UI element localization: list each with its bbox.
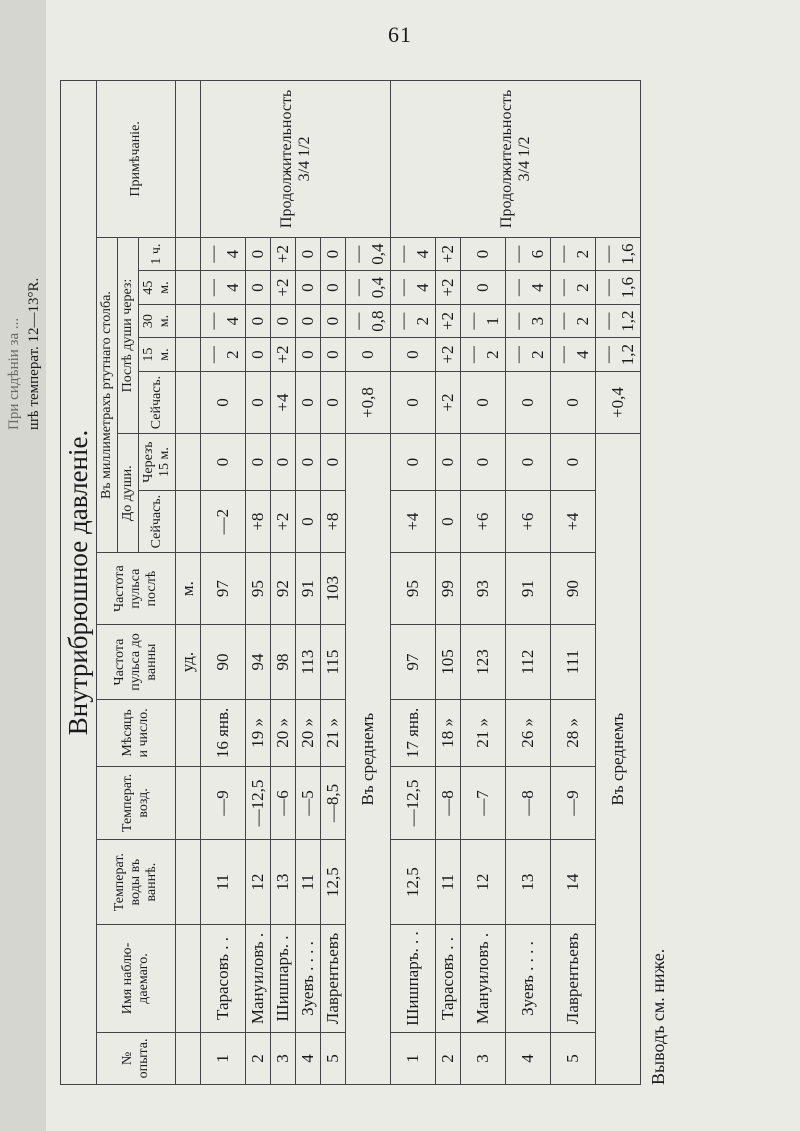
cell-a60: +2 [271, 237, 296, 271]
cell-a30: —1 [461, 304, 506, 338]
average-a45: —0,4 [346, 271, 391, 305]
cell-a15: 0 [321, 338, 346, 372]
cell-a45: —4 [201, 271, 246, 305]
cell-date: 19 » [246, 700, 271, 767]
cell-a0: +2 [436, 371, 461, 433]
cell-a60: 0 [321, 237, 346, 271]
cell-tw: 11 [436, 840, 461, 925]
col-name: Имя наблюдаемаго. [97, 925, 176, 1033]
cell-p2: 95 [391, 553, 436, 625]
cell-p2: 91 [506, 553, 551, 625]
cell-a15: 0 [246, 338, 271, 372]
col-before-15: Черезъ 15 м. [139, 434, 176, 491]
binding-margin [0, 0, 46, 1131]
cell-b15: 0 [551, 434, 596, 491]
cell-a0: 0 [551, 371, 596, 433]
col-after-60: 1 ч. [139, 237, 176, 271]
cell-b15: 0 [436, 434, 461, 491]
cell-tw: 11 [201, 840, 246, 925]
cell-p1: 98 [271, 624, 296, 699]
col-before-now: Сейчасъ. [139, 490, 176, 552]
average-a30: —1,2 [596, 304, 641, 338]
cell-ta: —7 [461, 766, 506, 840]
footer-note: Выводъ см. ниже. [648, 948, 668, 1085]
cell-name: Лаврентьевъ [321, 925, 346, 1033]
cell-p2: 93 [461, 553, 506, 625]
cell-a60: 0 [296, 237, 321, 271]
col-after-now: Сейчасъ. [139, 371, 176, 433]
cell-p1: 123 [461, 624, 506, 699]
cell-a60: —2 [551, 237, 596, 271]
cell-b15: 0 [461, 434, 506, 491]
unit-label: м. [176, 553, 201, 625]
cell-b0: 0 [296, 490, 321, 552]
cell-a60: —4 [201, 237, 246, 271]
cell-num: 4 [296, 1032, 321, 1084]
cell-p2: 95 [246, 553, 271, 625]
cell-a30: —3 [506, 304, 551, 338]
cell-a45: +2 [271, 271, 296, 305]
cell-date: 21 » [321, 700, 346, 767]
col-after-45: 45 м. [139, 271, 176, 305]
cell-name: Зуевъ . . . . [296, 925, 321, 1033]
cell-a30: 0 [246, 304, 271, 338]
rotated-table-sheet [60, 80, 760, 1085]
cell-tw: 13 [271, 840, 296, 925]
cell-num: 3 [271, 1032, 296, 1084]
cell-b0: +8 [246, 490, 271, 552]
cell-ta: —8,5 [321, 766, 346, 840]
average-a60: —0,4 [346, 237, 391, 271]
cell-a45: —2 [551, 271, 596, 305]
group-mm-header: Въ миллиметрахъ ртутнаго столба. [97, 237, 118, 553]
cell-name: Шишпаръ. . . [391, 925, 436, 1033]
average-a30: —0,8 [346, 304, 391, 338]
cell-a45: 0 [296, 271, 321, 305]
margin-fragment: При сидѣніи за ... [6, 317, 22, 430]
cell-num: 4 [506, 1032, 551, 1084]
average-a60: —1,6 [596, 237, 641, 271]
col-num: № опыта. [97, 1032, 176, 1084]
average-a0: +0,8 [346, 371, 391, 433]
cell-a0: +4 [271, 371, 296, 433]
cell-name: Шишпаръ. . [271, 925, 296, 1033]
col-date: Мѣсяцъ и число. [97, 700, 176, 767]
cell-a15: —4 [551, 338, 596, 372]
table-title: Внутрибрюшное давленіе. [61, 81, 97, 1085]
cell-b0: —2 [201, 490, 246, 552]
cell-b15: 0 [246, 434, 271, 491]
cell-a60: 0 [461, 237, 506, 271]
cell-a15: +2 [436, 338, 461, 372]
cell-a0: 0 [246, 371, 271, 433]
table-row [391, 81, 436, 1085]
cell-a0: 0 [461, 371, 506, 433]
cell-a30: +2 [436, 304, 461, 338]
cell-date: 20 » [271, 700, 296, 767]
cell-date: 28 » [551, 700, 596, 767]
cell-ta: —9 [551, 766, 596, 840]
cell-p2: 99 [436, 553, 461, 625]
average-a15: 0 [346, 338, 391, 372]
cell-b15: 0 [321, 434, 346, 491]
cell-tw: 12 [461, 840, 506, 925]
unit-label: уд. [176, 624, 201, 699]
cell-tw: 12,5 [321, 840, 346, 925]
cell-b0: +6 [461, 490, 506, 552]
cell-b15: 0 [271, 434, 296, 491]
col-after-15: 15 м. [139, 338, 176, 372]
cell-a0: 0 [201, 371, 246, 433]
cell-a60: —4 [391, 237, 436, 271]
cell-num: 2 [436, 1032, 461, 1084]
cell-a60: —6 [506, 237, 551, 271]
cell-name: Тарасовъ . . [201, 925, 246, 1033]
cell-date: 17 янв. [391, 700, 436, 767]
col-temp-air: Температ. возд. [97, 766, 176, 840]
cell-name: Тарасовъ . . [436, 925, 461, 1033]
cell-b15: 0 [201, 434, 246, 491]
cell-date: 20 » [296, 700, 321, 767]
cell-p1: 105 [436, 624, 461, 699]
average-label: Въ среднемъ [346, 434, 391, 1085]
cell-a30: —2 [391, 304, 436, 338]
cell-ta: —5 [296, 766, 321, 840]
average-a45: —1,6 [596, 271, 641, 305]
cell-name: Мануиловъ . [246, 925, 271, 1033]
cell-name: Лаврентьевъ [551, 925, 596, 1033]
cell-b0: +4 [551, 490, 596, 552]
cell-name: Зуевъ . . . . [506, 925, 551, 1033]
cell-a45: —4 [391, 271, 436, 305]
average-a0: +0,4 [596, 371, 641, 433]
cell-date: 26 » [506, 700, 551, 767]
cell-num: 3 [461, 1032, 506, 1084]
cell-ta: —8 [506, 766, 551, 840]
cell-b15: 0 [391, 434, 436, 491]
note-cell: Продолжительность 3/4 1/2 [201, 81, 391, 238]
cell-a45: 0 [461, 271, 506, 305]
cell-a30: 0 [271, 304, 296, 338]
cell-b15: 0 [506, 434, 551, 491]
pressure-table [60, 80, 641, 1085]
cell-b15: 0 [296, 434, 321, 491]
cell-ta: —12,5 [246, 766, 271, 840]
cell-b0: +8 [321, 490, 346, 552]
cell-p1: 97 [391, 624, 436, 699]
cell-p1: 94 [246, 624, 271, 699]
cell-b0: 0 [436, 490, 461, 552]
page-number: 61 [388, 22, 412, 47]
cell-num: 2 [246, 1032, 271, 1084]
unit-row [176, 81, 201, 1085]
cell-ta: —12,5 [391, 766, 436, 840]
cell-a15: +2 [271, 338, 296, 372]
cell-num: 5 [321, 1032, 346, 1084]
cell-tw: 13 [506, 840, 551, 925]
cell-b0: +4 [391, 490, 436, 552]
cell-p1: 115 [321, 624, 346, 699]
cell-a15: —2 [461, 338, 506, 372]
average-a15: —1,2 [596, 338, 641, 372]
cell-a0: 0 [506, 371, 551, 433]
cell-p2: 97 [201, 553, 246, 625]
cell-a15: —2 [506, 338, 551, 372]
cell-p1: 111 [551, 624, 596, 699]
cell-a30: 0 [321, 304, 346, 338]
cell-p1: 112 [506, 624, 551, 699]
cell-p1: 113 [296, 624, 321, 699]
col-pulse-bath: Частота пульса до ванны [97, 624, 176, 699]
cell-a45: +2 [436, 271, 461, 305]
cell-a45: —4 [506, 271, 551, 305]
cell-date: 21 » [461, 700, 506, 767]
cell-tw: 11 [296, 840, 321, 925]
cell-a0: 0 [296, 371, 321, 433]
cell-tw: 14 [551, 840, 596, 925]
cell-tw: 12,5 [391, 840, 436, 925]
cell-a0: 0 [321, 371, 346, 433]
cell-a0: 0 [391, 371, 436, 433]
cell-a15: —2 [201, 338, 246, 372]
cell-b0: +6 [506, 490, 551, 552]
cell-num: 1 [391, 1032, 436, 1084]
group-after-header: Послѣ души через: [118, 237, 139, 433]
cell-name: Мануиловъ . [461, 925, 506, 1033]
cell-p2: 91 [296, 553, 321, 625]
cell-p2: 92 [271, 553, 296, 625]
group-before-header: До души. [118, 434, 139, 553]
cell-p1: 90 [201, 624, 246, 699]
note-cell: Продолжительность 3/4 1/2 [391, 81, 641, 238]
cell-a30: —4 [201, 304, 246, 338]
cell-num: 5 [551, 1032, 596, 1084]
col-pulse-after: Частота пульса послѣ [97, 553, 176, 625]
table-row [201, 81, 246, 1085]
cell-a45: 0 [246, 271, 271, 305]
cell-a30: —2 [551, 304, 596, 338]
cell-ta: —6 [271, 766, 296, 840]
cell-a15: 0 [296, 338, 321, 372]
col-temp-water: Температ. воды въ ваннѣ. [97, 840, 176, 925]
cell-tw: 12 [246, 840, 271, 925]
cell-ta: —8 [436, 766, 461, 840]
cell-ta: —9 [201, 766, 246, 840]
cell-p2: 103 [321, 553, 346, 625]
cell-date: 18 » [436, 700, 461, 767]
cell-date: 16 янв. [201, 700, 246, 767]
col-note: Примѣчаніе. [97, 81, 176, 238]
cell-b0: +2 [271, 490, 296, 552]
margin-fragment: шѣ температ. 12—13°R. [26, 277, 42, 430]
cell-a15: 0 [391, 338, 436, 372]
cell-a60: +2 [436, 237, 461, 271]
average-label: Въ среднемъ [596, 434, 641, 1085]
cell-a45: 0 [321, 271, 346, 305]
cell-a30: 0 [296, 304, 321, 338]
cell-p2: 90 [551, 553, 596, 625]
col-after-30: 30 м. [139, 304, 176, 338]
cell-a60: 0 [246, 237, 271, 271]
cell-num: 1 [201, 1032, 246, 1084]
table-body [176, 81, 641, 1085]
